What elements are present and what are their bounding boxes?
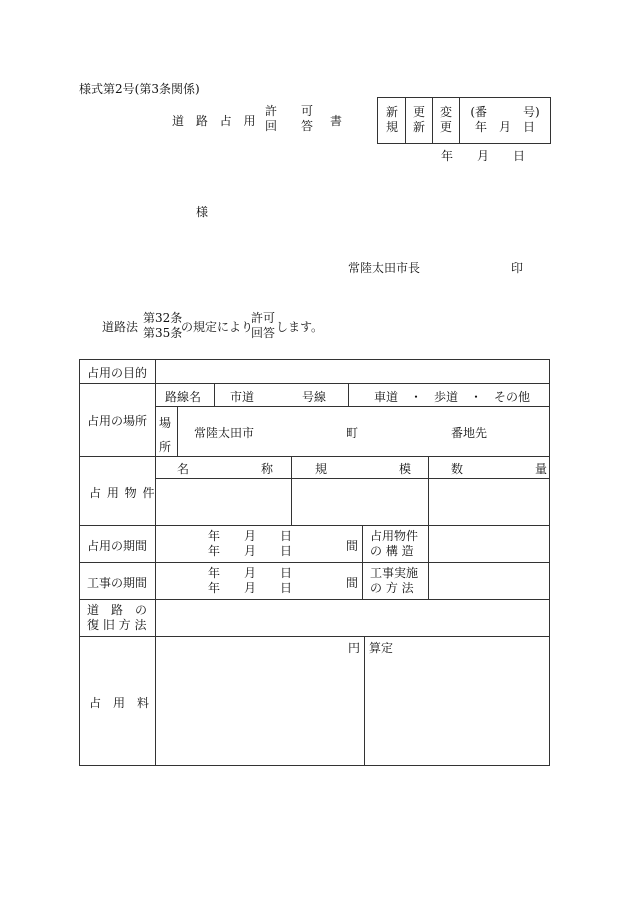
article-32: 第32条 xyxy=(143,311,183,325)
purpose-label: 占用の目的 xyxy=(87,366,148,380)
fee-yen: 円 xyxy=(348,641,361,655)
work-period-dates[interactable] xyxy=(208,566,292,596)
issue-date: 年 月 日 xyxy=(441,149,526,163)
fee-label: 占 用 料 xyxy=(89,696,150,710)
form-number: 様式第2号(第3条関係) xyxy=(79,82,200,96)
place-city: 常陸太田市 xyxy=(194,426,255,440)
statement-permit: 許可 xyxy=(251,311,276,325)
doc-title: 道 路 占 用 xyxy=(172,114,260,128)
type-box xyxy=(377,97,551,144)
place-banchi[interactable]: 番地先 xyxy=(451,426,488,440)
type-change[interactable]: 変 更 xyxy=(439,105,452,134)
col-qty: 数 量 xyxy=(451,462,548,476)
period-end: 年 月 日 xyxy=(208,544,293,558)
col-name: 名 称 xyxy=(177,462,274,476)
period-between: 間 xyxy=(346,539,359,553)
permit-table xyxy=(79,359,550,766)
object-qty-field[interactable] xyxy=(431,480,546,523)
box-date-line: 年 月 日 xyxy=(474,120,535,134)
issuer-name: 常陸太田市長 xyxy=(348,261,421,275)
place-town[interactable]: 町 xyxy=(346,426,359,440)
statement-middle: の規定により xyxy=(181,320,254,334)
title-suffix: 書 xyxy=(330,114,343,128)
city-road: 市道 xyxy=(230,390,255,404)
work-period-between: 間 xyxy=(346,576,359,590)
fee-amount-field[interactable] xyxy=(158,656,361,764)
work-period-label: 工事の期間 xyxy=(87,576,148,590)
structure-field[interactable] xyxy=(431,527,546,560)
type-renew[interactable]: 更 新 xyxy=(412,105,425,134)
article-35: 第35条 xyxy=(143,326,183,340)
structure-label: 占用物件 の 構 造 xyxy=(370,529,419,558)
type-new[interactable]: 新 規 xyxy=(385,105,398,134)
statement-articles xyxy=(143,311,182,341)
work-method-label: 工事実施 の 方 法 xyxy=(370,566,419,595)
number-line: (番 号) xyxy=(470,105,540,119)
work-method-field[interactable] xyxy=(431,564,546,597)
route-number[interactable]: 号線 xyxy=(302,390,327,404)
restore-field[interactable] xyxy=(158,601,546,634)
fee-calc-label: 算定 xyxy=(369,641,394,655)
road-types[interactable]: 車道 ・ 歩道 ・ その他 xyxy=(374,390,531,404)
route-label: 路線名 xyxy=(165,390,202,404)
purpose-field[interactable] xyxy=(158,361,546,382)
period-label: 占用の期間 xyxy=(87,539,148,553)
object-spec-field[interactable] xyxy=(294,480,425,523)
title-options xyxy=(265,104,313,134)
work-period-end: 年 月 日 xyxy=(208,581,293,595)
statement-reply: 回答 xyxy=(251,326,276,340)
place-label: 占用の場所 xyxy=(87,414,148,428)
object-name-field[interactable] xyxy=(158,480,288,523)
title-option-permit: 許 可 xyxy=(265,104,314,118)
fee-calc-field[interactable] xyxy=(367,656,546,764)
work-period-start: 年 月 日 xyxy=(208,566,293,580)
seal-mark: 印 xyxy=(511,261,524,275)
restore-label: 道 路 の 復 旧 方 法 xyxy=(87,603,148,632)
period-start: 年 月 日 xyxy=(208,529,293,543)
statement-end: します。 xyxy=(276,320,324,334)
statement-options xyxy=(251,311,275,341)
addressee-sama: 様 xyxy=(196,205,209,219)
col-spec: 規 模 xyxy=(315,462,412,476)
statement-law: 道路法 xyxy=(102,320,139,334)
period-dates[interactable] xyxy=(208,529,292,559)
place-vertical-label: 場 所 xyxy=(159,416,172,454)
title-option-reply: 回 答 xyxy=(265,119,314,133)
number-date xyxy=(462,105,548,135)
object-label: 占 用 物 件 xyxy=(89,486,156,500)
